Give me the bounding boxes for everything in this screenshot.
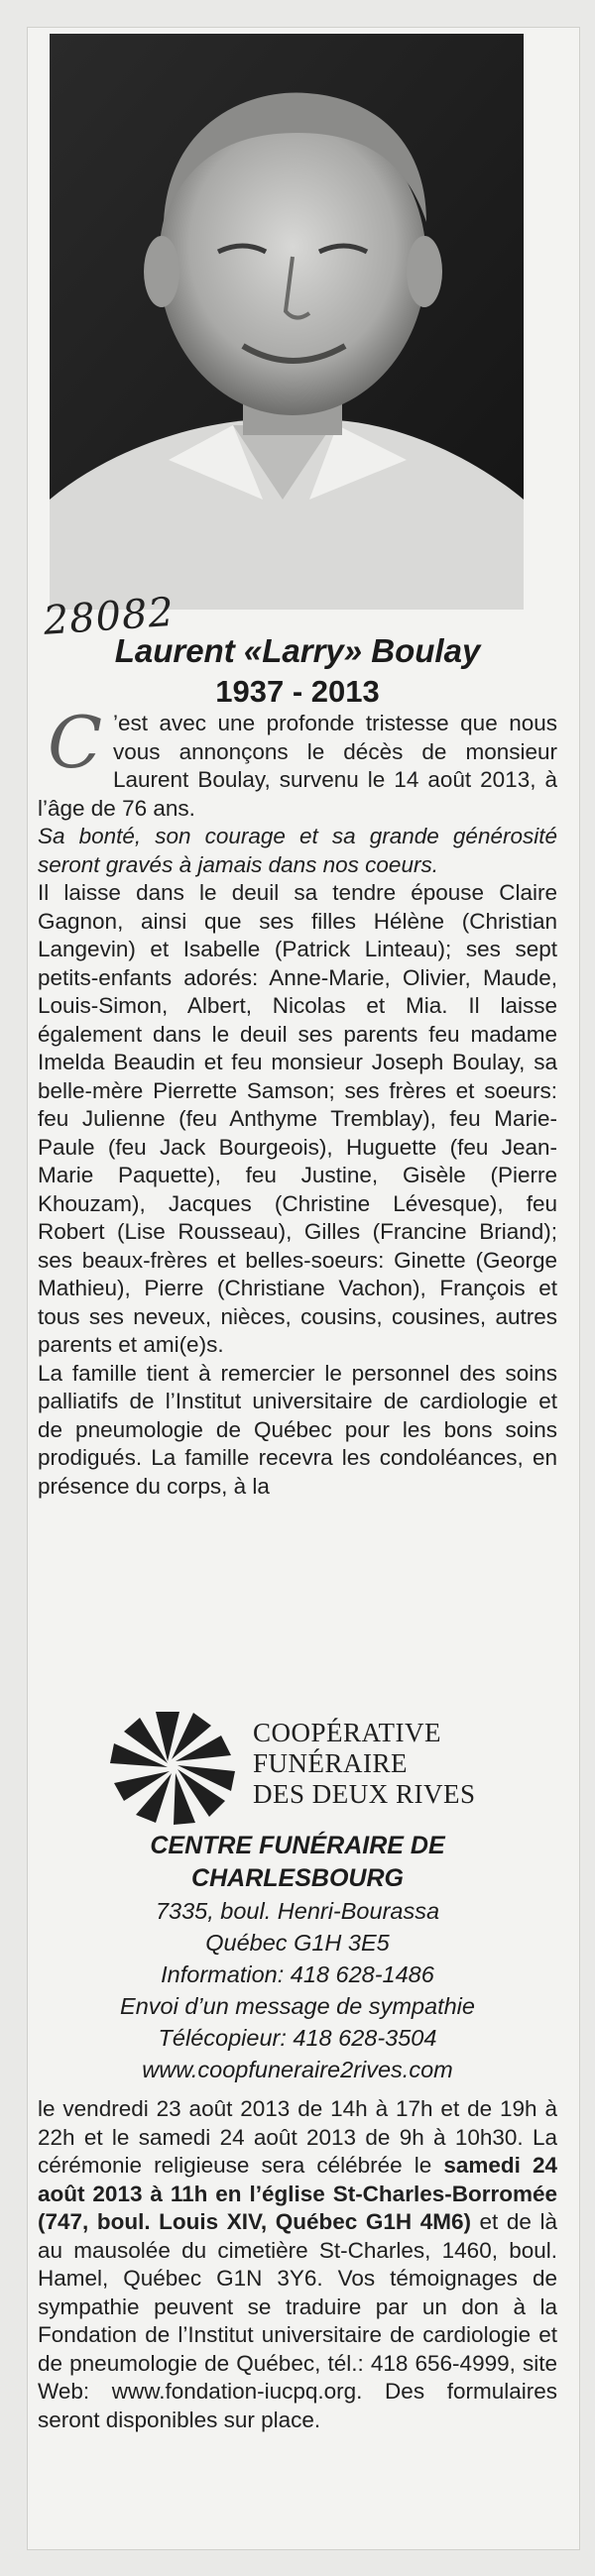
funeral-home-sympathy: Envoi d’un message de sympathie xyxy=(120,1993,475,2019)
handwritten-reference-number: 28082 xyxy=(42,589,177,644)
funeral-home-website: www.coopfuneraire2rives.com xyxy=(142,2057,453,2082)
funeral-home-information: Information: 418 628-1486 xyxy=(161,1961,434,1987)
logo-line-3: DES DEUX RIVES xyxy=(253,1779,476,1809)
service-details xyxy=(38,2095,557,2434)
ceremony-text: samedi 24 août 2013 à 11h en l’église St-Charles-Borromée (747, boul. Louis XIV, Québec G1H 4M6) xyxy=(38,2153,557,2234)
family-paragraph: Il laisse dans le deuil sa tendre épouse Claire Gagnon, ainsi que ses filles Hélène (Christian Langevin) et Isabelle (Patrick Linteau); ses sept petits-enfants adorés: Anne-Marie, Olivier, Maude, Louis-Simon, Albert, Nicolas et Mia. Il laisse également dans le deuil ses parents feu madame Imelda Beaudin et feu monsieur Joseph Boulay, sa belle-mère Pierrette Samson; ses frères et soeurs: feu Julienne (feu Anthyme Tremblay), feu Marie-Paule (feu Jack Bourgeois), Huguette (feu Jean-Marie Paquette), feu Justine, Gisèle (Pierre Khouzam), Jacques (Christine Lévesque), feu Robert (Lise Rousseau), Gilles (Francine Briand); ses beaux-frères et belles-soeurs: Ginette (George Mathieu), Pierre (Christiane Vachon), François et tous ses neveux, nièces, cousins, cousines, autres parents et ami(e)s. xyxy=(38,880,557,1357)
cooperative-logo xyxy=(104,1710,501,1825)
obituary-body xyxy=(38,701,557,1501)
closing-text: et de là au mausolée du cimetière St-Charles, 1460, boul. Hamel, Québec G1N 3Y6. Vos témoignages de sympathie peuvent se traduire par un don à la Fondation de l’Institut universitaire de cardiologie et de pneumologie de Québec, tél.: 418 656-4999, site Web: www.fondation-iucpq.org. Des formulaires seront disponibles sur place. xyxy=(38,2209,557,2432)
logo-line-2: FUNÉRAIRE xyxy=(253,1748,409,1778)
funeral-home-name-1: CENTRE FUNÉRAIRE DE xyxy=(150,1832,445,1859)
logo-text xyxy=(253,1718,501,1810)
funeral-home-info xyxy=(38,1830,557,2085)
portrait-photo xyxy=(50,34,524,610)
intro-paragraph: ’est avec une profonde tristesse que nous vous annonçons le décès de monsieur Laurent Boulay, survenu le 14 août 2013, à l’âge de 76 ans. xyxy=(38,711,557,821)
tribute-paragraph: Sa bonté, son courage et sa grande générosité seront gravés à jamais dans nos coeurs. xyxy=(38,824,557,877)
deceased-name: Laurent «Larry» Boulay xyxy=(114,632,481,669)
sunburst-logo-icon xyxy=(104,1710,243,1825)
visitation-text: le vendredi 23 août 2013 de 14h à 17h et de 19h à 22h et le samedi 24 août 2013 de 9h à 10h30. La cérémonie religieuse sera célébrée le xyxy=(38,2096,557,2178)
funeral-home-address-1: 7335, boul. Henri-Bourassa xyxy=(155,1898,440,1924)
thanks-paragraph: La famille tient à remercier le personnel des soins palliatifs de l’Institut universitaire de cardiologie et de pneumologie de Québec pour les bons soins prodigués. La famille recevra les condoléances, en présence du corps, à la xyxy=(38,1360,557,1499)
drop-cap: C xyxy=(48,701,103,784)
funeral-home-name-2: CHARLESBOURG xyxy=(191,1864,404,1892)
funeral-home-fax: Télécopieur: 418 628-3504 xyxy=(158,2025,437,2051)
funeral-home-address-2: Québec G1H 3E5 xyxy=(205,1930,390,1956)
life-years: 1937 - 2013 xyxy=(215,674,380,709)
portrait-image xyxy=(50,34,524,610)
logo-line-1: COOPÉRATIVE xyxy=(253,1718,442,1747)
